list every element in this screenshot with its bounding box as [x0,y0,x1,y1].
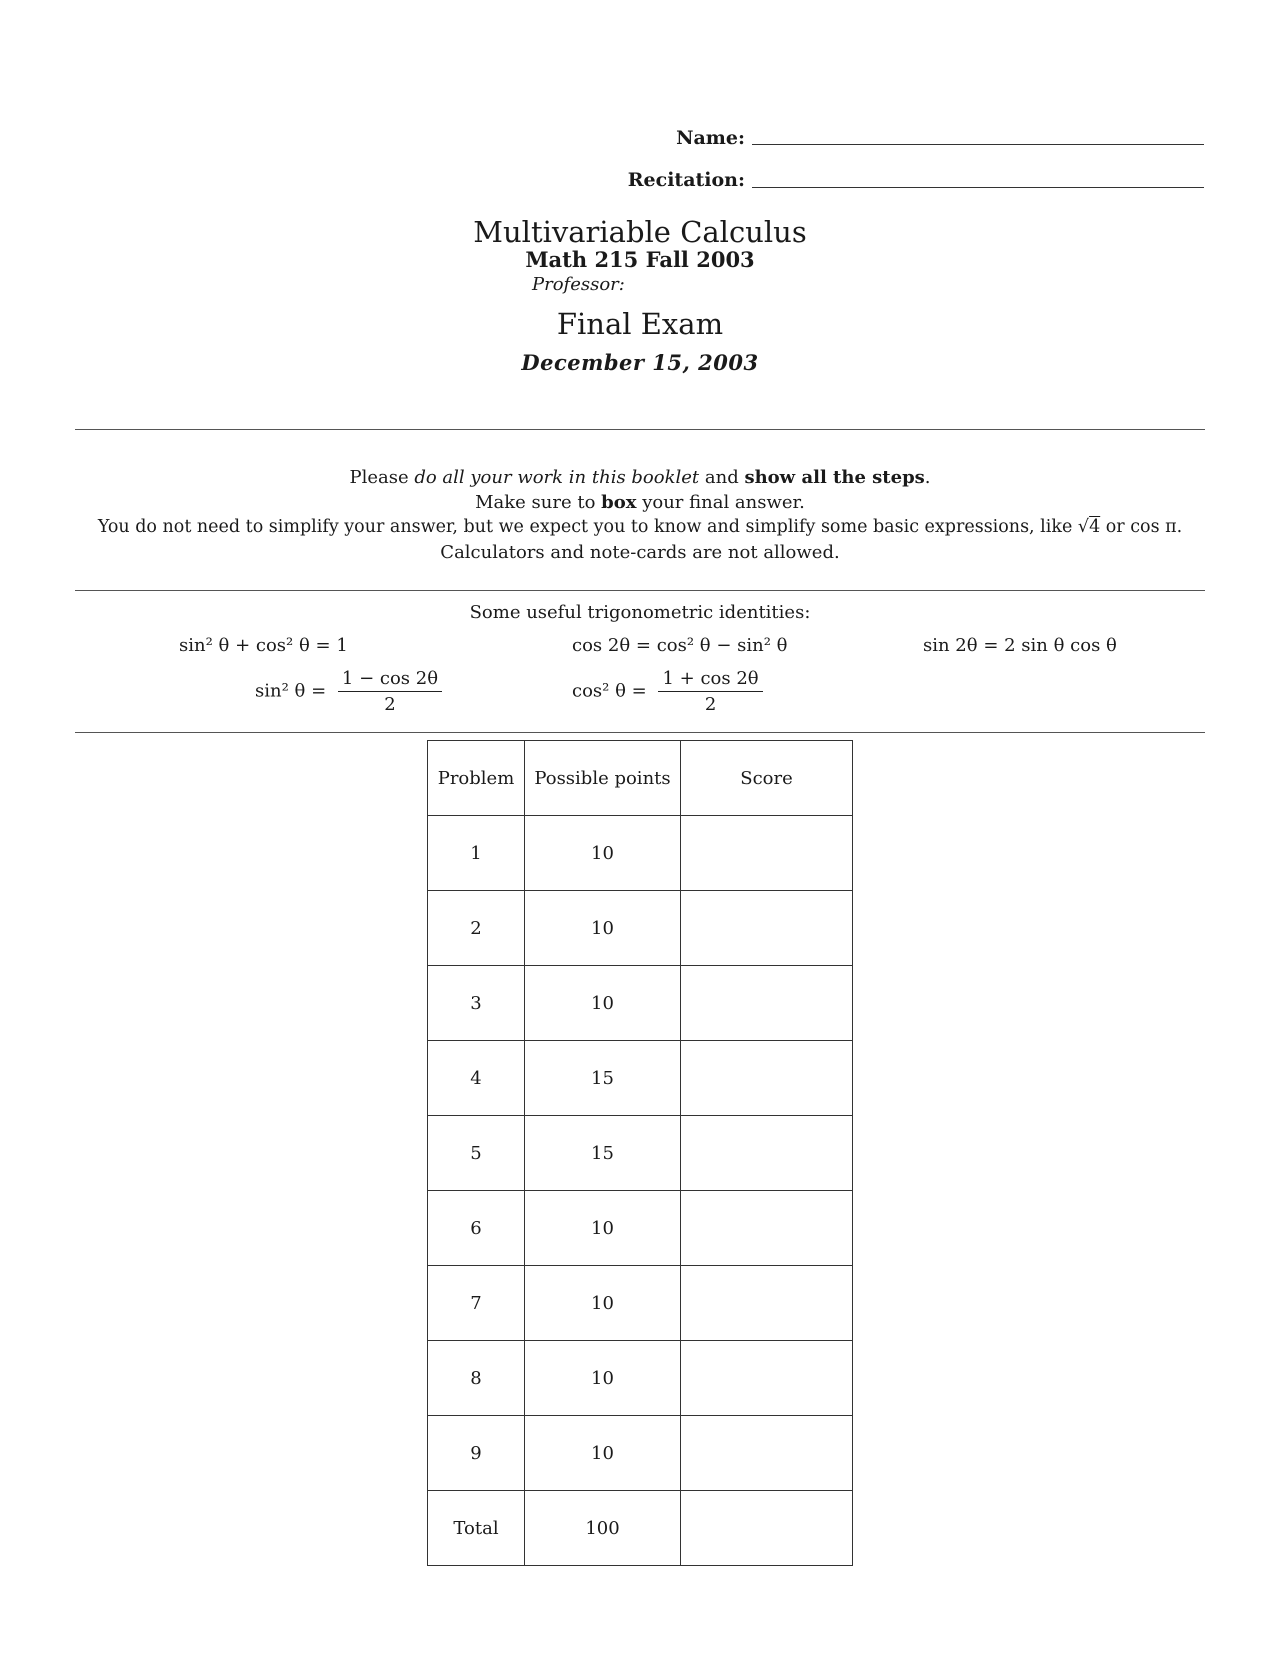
instruction-line-2: Make sure to box your final answer. [475,492,805,513]
identity-sin-double: sin 2θ = 2 sin θ cos θ [923,635,1117,656]
header-problem: Problem [428,741,525,816]
problem-cell: 2 [428,891,525,966]
course-title: Multivariable Calculus [473,215,807,249]
divider-middle [75,590,1205,591]
identity-cos-double: cos 2θ = cos² θ − sin² θ [572,635,788,656]
table-row [428,1416,853,1491]
header-score: Score [681,741,853,816]
identity-pythagorean: sin² θ + cos² θ = 1 [179,635,348,656]
total-row [428,1491,853,1566]
table-row [428,891,853,966]
divider-bottom [75,732,1205,733]
problem-cell: 9 [428,1416,525,1491]
table-row [428,966,853,1041]
professor-label: Professor: [532,274,625,295]
identity-cos-squared: cos² θ = $\frac{1 + \cos 2\theta}{2}$ [572,668,763,715]
score-cell[interactable] [681,1191,853,1266]
recitation-line[interactable] [752,187,1204,188]
points-cell: 10 [525,816,681,891]
header-possible-points: Possible points [525,741,681,816]
problem-cell: 4 [428,1041,525,1116]
score-cell[interactable] [681,1116,853,1191]
problem-cell: 5 [428,1116,525,1191]
score-cell[interactable] [681,1416,853,1491]
points-cell: 10 [525,966,681,1041]
instruction-line-3: You do not need to simplify your answer, but we expect you to know and simplify some basic expressions, like √4 or cos π. [97,517,1183,537]
total-label-cell: Total [428,1491,525,1566]
score-cell[interactable] [681,1266,853,1341]
table-row [428,1191,853,1266]
points-cell: 10 [525,891,681,966]
name-label: Name: [676,127,745,149]
table-row [428,1116,853,1191]
instructions [0,465,1280,565]
exam-date: December 15, 2003 [521,350,759,375]
problem-cell: 6 [428,1191,525,1266]
recitation-label: Recitation: [627,169,745,191]
score-cell[interactable] [681,1341,853,1416]
score-cell[interactable] [681,816,853,891]
score-table-header [428,741,853,816]
total-points-cell: 100 [525,1491,681,1566]
problem-cell: 1 [428,816,525,891]
instruction-line-4: Calculators and note-cards are not allowed. [440,542,840,563]
name-line[interactable] [752,144,1204,145]
table-row [428,1266,853,1341]
total-score-cell[interactable] [681,1491,853,1566]
identity-sin-squared: sin² θ = $\frac{1 - \cos 2\theta}{2}$ [255,668,442,715]
points-cell: 15 [525,1116,681,1191]
problem-cell: 8 [428,1341,525,1416]
table-row [428,1041,853,1116]
sqrt-radicand: 4 [1089,517,1101,537]
identities-heading: Some useful trigonometric identities: [469,602,811,623]
exam-title: Final Exam [556,307,724,341]
table-row [428,816,853,891]
score-table [427,740,853,1566]
problem-cell: 3 [428,966,525,1041]
points-cell: 10 [525,1191,681,1266]
problem-cell: 7 [428,1266,525,1341]
points-cell: 10 [525,1416,681,1491]
score-cell[interactable] [681,891,853,966]
score-cell[interactable] [681,966,853,1041]
course-subtitle: Math 215 Fall 2003 [525,247,755,272]
points-cell: 10 [525,1341,681,1416]
table-row [428,1341,853,1416]
instruction-line-1: Please do all your work in this booklet and show all the steps. [349,467,931,488]
score-cell[interactable] [681,1041,853,1116]
divider-top [75,429,1205,430]
points-cell: 15 [525,1041,681,1116]
points-cell: 10 [525,1266,681,1341]
